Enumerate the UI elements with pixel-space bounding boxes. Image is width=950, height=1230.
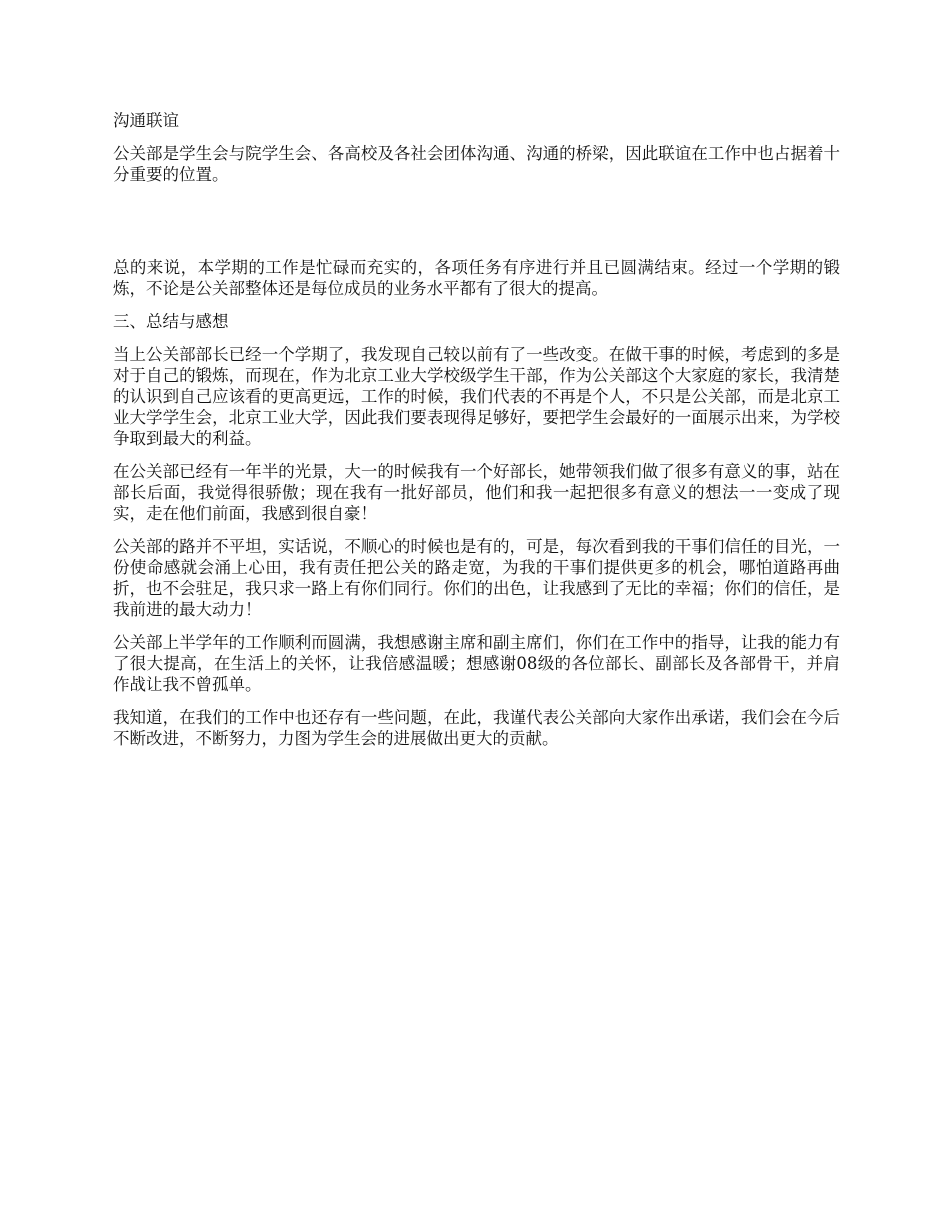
- document-body: [113, 110, 840, 761]
- paragraph: 在公关部已经有一年半的光景，大一的时候我有一个好部长，她带领我们做了很多有意义的事，站在部长后面，我觉得很骄傲；现在我有一批好部员，他们和我一起把很多有意义的想法一一变成了现实，走在他们前面，我感到很自豪！: [113, 462, 840, 523]
- paragraph-communication: 公关部是学生会与院学生会、各高校及各社会团体沟通、沟通的桥梁，因此联谊在工作中也占据着十分重要的位置。: [113, 144, 840, 184]
- paragraph: 我知道，在我们的工作中也还存有一些问题，在此，我谨代表公关部向大家作出承诺，我们会在今后不断改进，不断努力，力图为学生会的进展做出更大的贡献。: [113, 708, 840, 748]
- section-heading-conclusion: 三、总结与感想: [113, 312, 229, 331]
- blank-gap: [113, 197, 840, 257]
- paragraph: 当上公关部部长已经一个学期了，我发现自己较以前有了一些改变。在做干事的时候，考虑到的多是对于自己的锻炼，而现在，作为北京工业大学校级学生干部，作为公关部这个大家庭的家长，我清楚的认识到自己应该看的更高更远，工作的时候，我们代表的不再是个人，不只是公关部，而是北京工业大学学生会，北京工业大学，因此我们要表现得足够好，要把学生会最好的一面展示出来，为学校争取到最大的利益。: [113, 345, 840, 448]
- section-heading-communication: 沟通联谊: [113, 111, 179, 130]
- paragraph: 公关部的路并不平坦，实话说，不顺心的时候也是有的，可是，每次看到我的干事们信任的目光，一份使命感就会涌上心田，我有责任把公关的路走宽，为我的干事们提供更多的机会，哪怕道路再曲折，也不会驻足，我只求一路上有你们同行。你们的出色，让我感到了无比的幸福；你们的信任，是我前进的最大动力！: [113, 537, 840, 619]
- paragraph: 公关部上半学年的工作顺利而圆满，我想感谢主席和副主席们，你们在工作中的指导，让我的能力有了很大提高，在生活上的关怀，让我倍感温暖；想感谢08级的各位部长、副部长及各部骨干，并肩作战让我不曾孤单。: [113, 633, 840, 694]
- paragraph-summary: 总的来说，本学期的工作是忙碌而充实的，各项任务有序进行并且已圆满结束。经过一个学期的锻炼，不论是公关部整体还是每位成员的业务水平都有了很大的提高。: [113, 258, 840, 298]
